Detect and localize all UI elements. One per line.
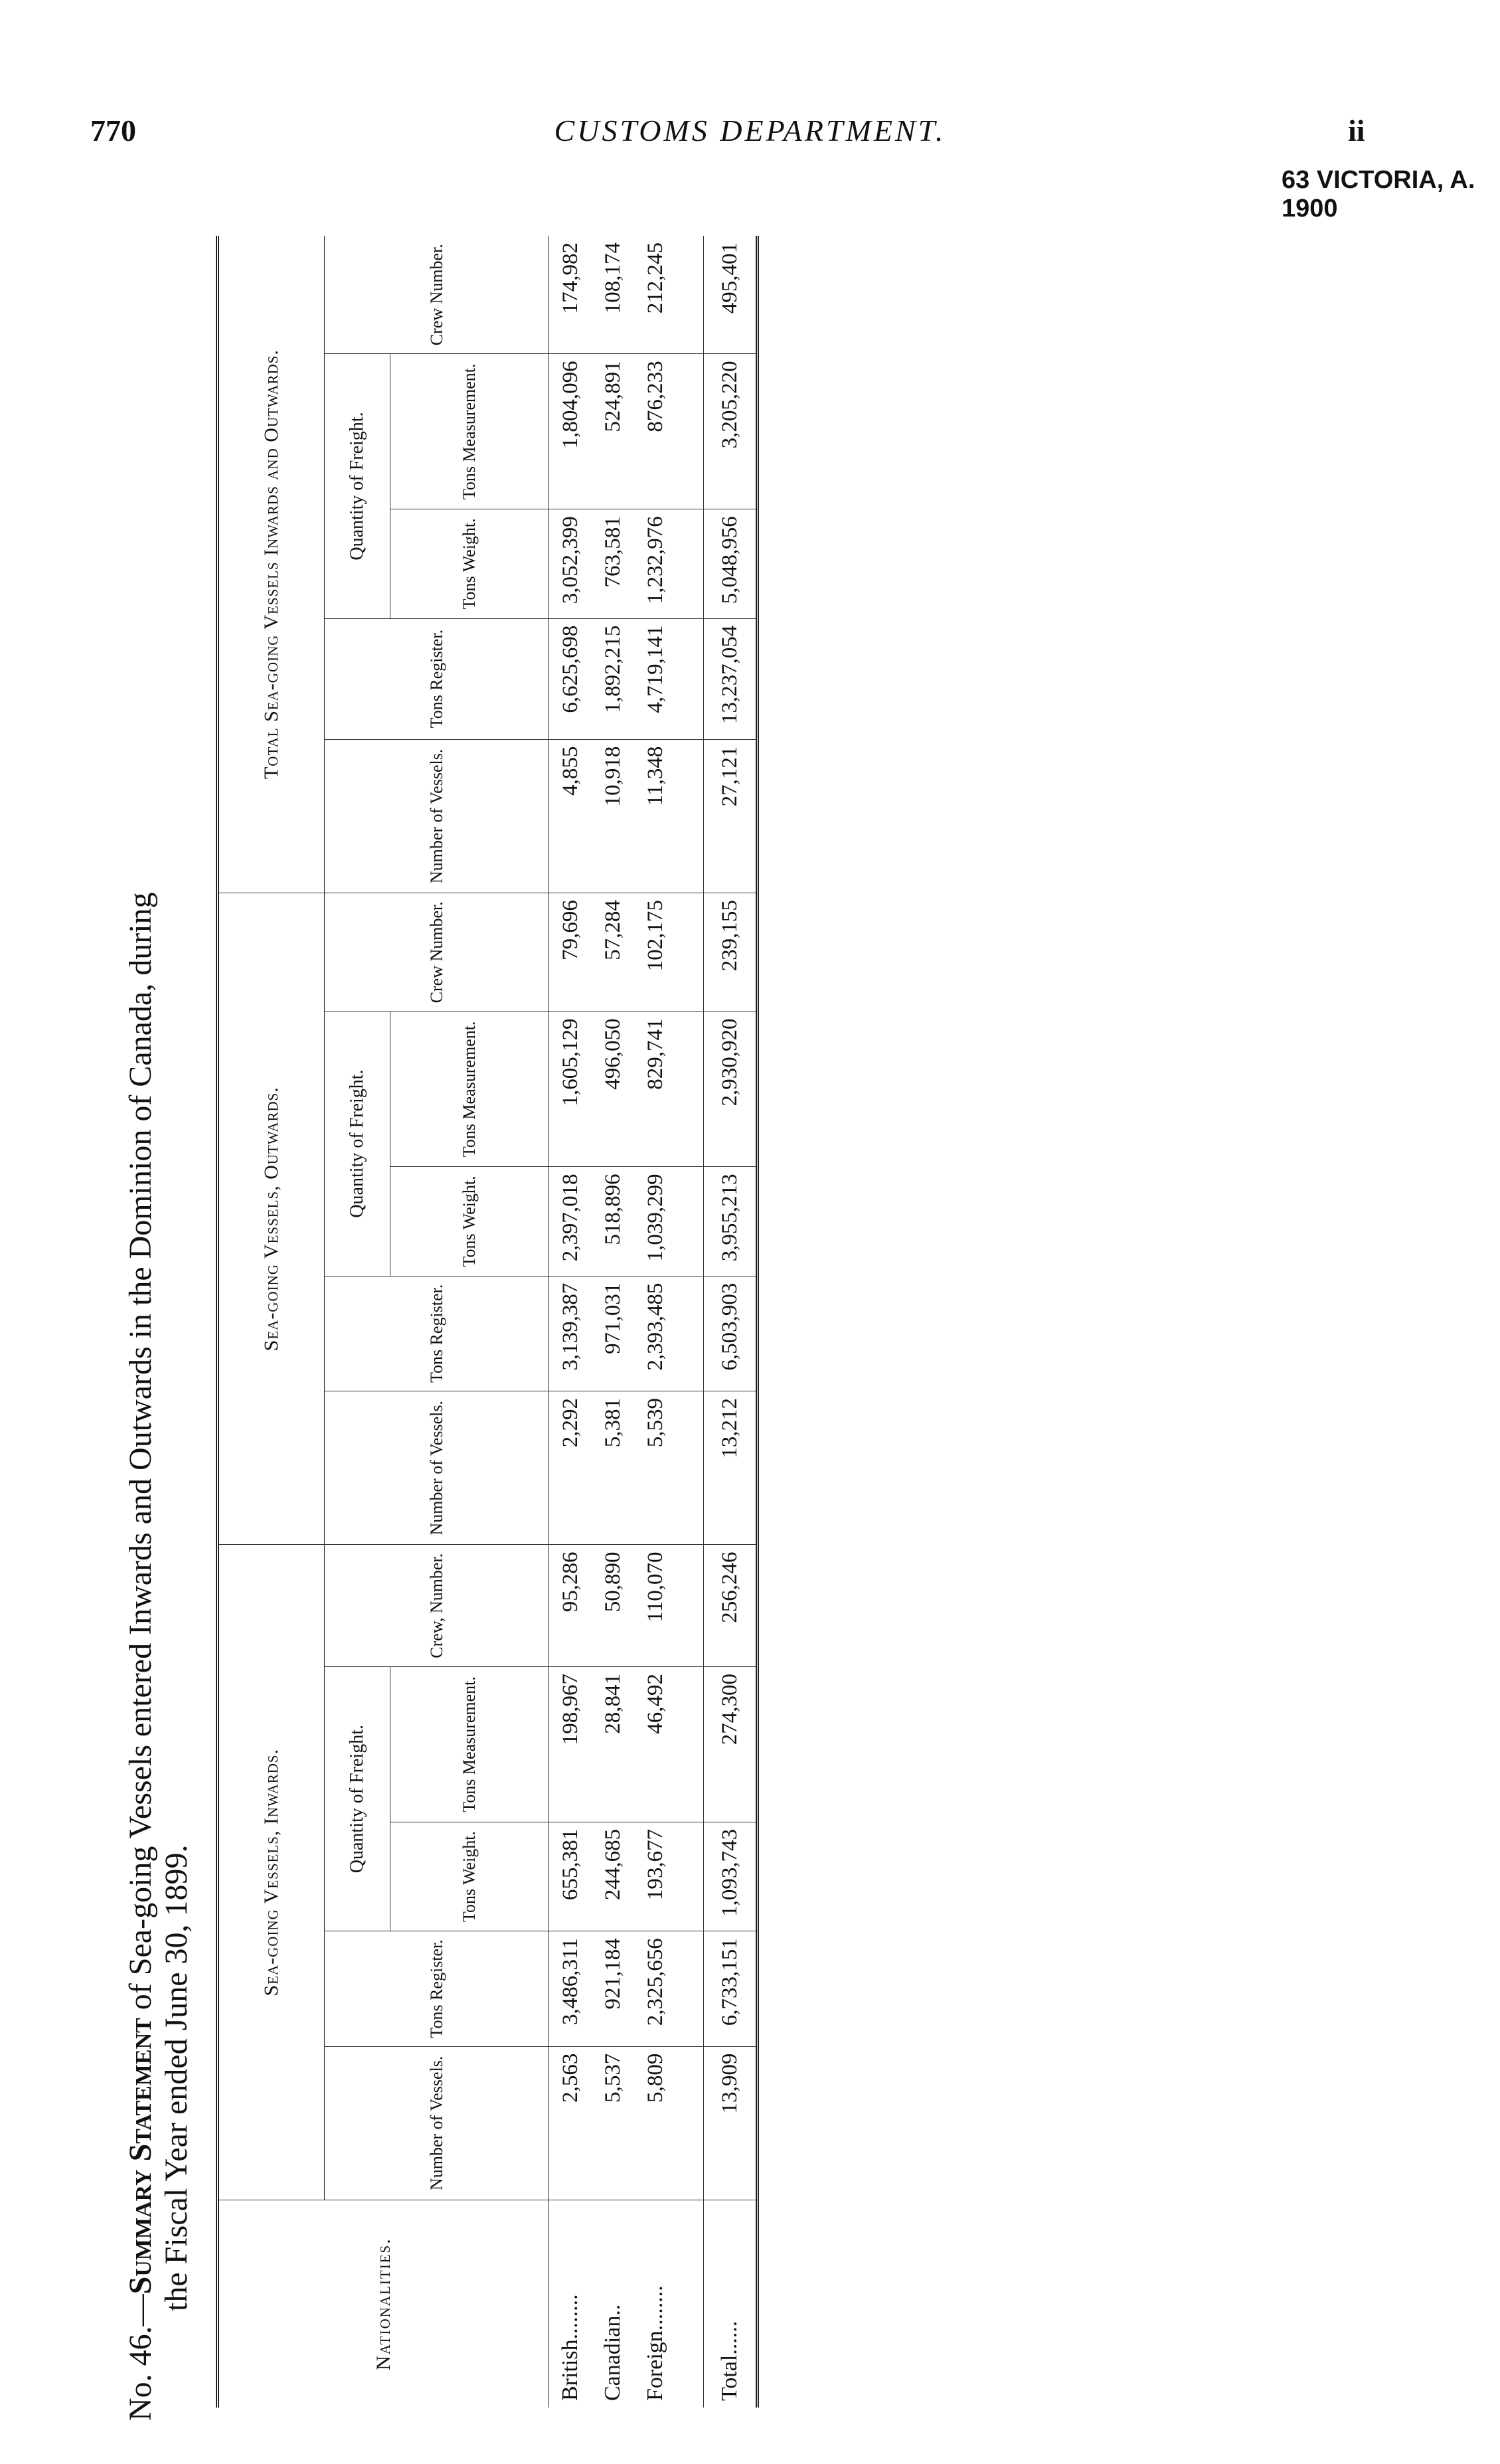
cell: 95,286	[549, 1545, 592, 1667]
total-tons-measurement-header: Tons Measurement.	[390, 354, 549, 509]
cell: 193,677	[634, 1822, 677, 1931]
cell: 971,031	[592, 1276, 634, 1391]
outwards-number-header: Number of Vessels.	[325, 1391, 549, 1545]
cell: 198,967	[549, 1667, 592, 1822]
cell: 46,492	[634, 1667, 677, 1822]
inwards-group-header: Sea-going Vessels, Inwards.	[218, 1545, 325, 2200]
table-row-canadian	[592, 236, 634, 2408]
outwards-tons-register-header: Tons Register.	[325, 1276, 549, 1391]
title-summary: Summary Statement	[123, 2018, 158, 2295]
cell: 4,719,141	[634, 618, 677, 739]
cell: 57,284	[592, 893, 634, 1012]
cell: 2,393,485	[634, 1276, 677, 1391]
roman-numeral: ii	[1348, 114, 1365, 147]
inwards-crew-header: Crew, Number.	[325, 1545, 549, 1667]
cell: 102,175	[634, 893, 677, 1012]
total-cell: 27,121	[704, 739, 758, 893]
inwards-tons-measurement-header: Tons Measurement.	[390, 1667, 549, 1822]
total-tons-register-header: Tons Register.	[325, 618, 549, 739]
total-cell: 13,237,054	[704, 618, 758, 739]
total-cell: 3,955,213	[704, 1167, 758, 1276]
cell: 4,855	[549, 739, 592, 893]
title-line2: the Fiscal Year ended June 30, 1899.	[159, 1844, 194, 2311]
cell: 921,184	[592, 1931, 634, 2046]
cell: 1,605,129	[549, 1012, 592, 1167]
total-cell: 2,930,920	[704, 1012, 758, 1167]
inwards-freight-header: Quantity of Freight.	[325, 1667, 390, 1931]
table-row-british	[549, 236, 592, 2408]
cell: 2,563	[549, 2046, 592, 2200]
outwards-group-header: Sea-going Vessels, Outwards.	[218, 893, 325, 1545]
department-heading: CUSTOMS DEPARTMENT.	[554, 114, 946, 147]
outwards-tons-weight-header: Tons Weight.	[390, 1167, 549, 1276]
cell: 2,397,018	[549, 1167, 592, 1276]
cell: 10,918	[592, 739, 634, 893]
inwards-number-header: Number of Vessels.	[325, 2046, 549, 2200]
total-label: Total......	[704, 2200, 758, 2408]
page-number: 770	[90, 114, 136, 147]
total-cell: 13,212	[704, 1391, 758, 1545]
cell: 11,348	[634, 739, 677, 893]
nationalities-header: Nationalities.	[218, 2200, 549, 2408]
total-cell: 274,300	[704, 1667, 758, 1822]
row-label: British........	[558, 2294, 582, 2401]
table-row-foreign	[634, 236, 677, 2408]
cell: 5,539	[634, 1391, 677, 1545]
cell: 50,890	[592, 1545, 634, 1667]
inwards-tons-register-header: Tons Register.	[325, 1931, 549, 2046]
total-tons-weight-header: Tons Weight.	[390, 509, 549, 618]
cell: 5,537	[592, 2046, 634, 2200]
total-freight-header: Quantity of Freight.	[325, 354, 390, 618]
cell: 1,232,976	[634, 509, 677, 618]
cell: 3,052,399	[549, 509, 592, 618]
summary-table-wrapper	[216, 236, 759, 2408]
cell: 876,233	[634, 354, 677, 509]
cell: 1,804,096	[549, 354, 592, 509]
spacer-row	[677, 236, 704, 2408]
total-cell: 3,205,220	[704, 354, 758, 509]
session-label: 63 VICTORIA, A. 1900	[1282, 166, 1475, 222]
cell: 110,070	[634, 1545, 677, 1667]
cell: 3,139,387	[549, 1276, 592, 1391]
cell: 212,245	[634, 236, 677, 354]
cell: 6,625,698	[549, 618, 592, 739]
total-cell: 1,093,743	[704, 1822, 758, 1931]
table-title	[123, 229, 195, 2421]
cell: 28,841	[592, 1667, 634, 1822]
cell: 174,982	[549, 236, 592, 354]
cell: 79,696	[549, 893, 592, 1012]
cell: 5,381	[592, 1391, 634, 1545]
outwards-tons-measurement-header: Tons Measurement.	[390, 1012, 549, 1167]
summary-table	[216, 236, 759, 2408]
outwards-crew-header: Crew Number.	[325, 893, 549, 1012]
cell: 2,325,656	[634, 1931, 677, 2046]
cell: 1,039,299	[634, 1167, 677, 1276]
total-cell: 495,401	[704, 236, 758, 354]
cell: 244,685	[592, 1822, 634, 1931]
cell: 5,809	[634, 2046, 677, 2200]
total-cell: 5,048,956	[704, 509, 758, 618]
inwards-tons-weight-header: Tons Weight.	[390, 1822, 549, 1931]
total-group-header: Total Sea-going Vessels Inwards and Outwards.	[218, 236, 325, 893]
cell: 2,292	[549, 1391, 592, 1545]
total-cell: 239,155	[704, 893, 758, 1012]
rotated-content	[123, 229, 966, 2421]
total-cell: 13,909	[704, 2046, 758, 2200]
table-row-total	[704, 236, 758, 2408]
title-number: No. 46.—	[123, 2294, 158, 2421]
cell: 496,050	[592, 1012, 634, 1167]
total-cell: 6,733,151	[704, 1931, 758, 2046]
total-cell: 256,246	[704, 1545, 758, 1667]
outwards-freight-header: Quantity of Freight.	[325, 1012, 390, 1276]
cell: 763,581	[592, 509, 634, 618]
title-line1: of Sea-going Vessels entered Inwards and Outwards in the Dominion of Canada, during	[123, 892, 158, 2018]
cell: 108,174	[592, 236, 634, 354]
row-label: Foreign........	[643, 2285, 667, 2401]
row-label: Canadian..	[600, 2304, 625, 2401]
total-cell: 6,503,903	[704, 1276, 758, 1391]
cell: 1,892,215	[592, 618, 634, 739]
cell: 524,891	[592, 354, 634, 509]
cell: 3,486,311	[549, 1931, 592, 2046]
cell: 518,896	[592, 1167, 634, 1276]
total-number-header: Number of Vessels.	[325, 739, 549, 893]
cell: 655,381	[549, 1822, 592, 1931]
total-crew-header: Crew Number.	[325, 236, 549, 354]
cell: 829,741	[634, 1012, 677, 1167]
